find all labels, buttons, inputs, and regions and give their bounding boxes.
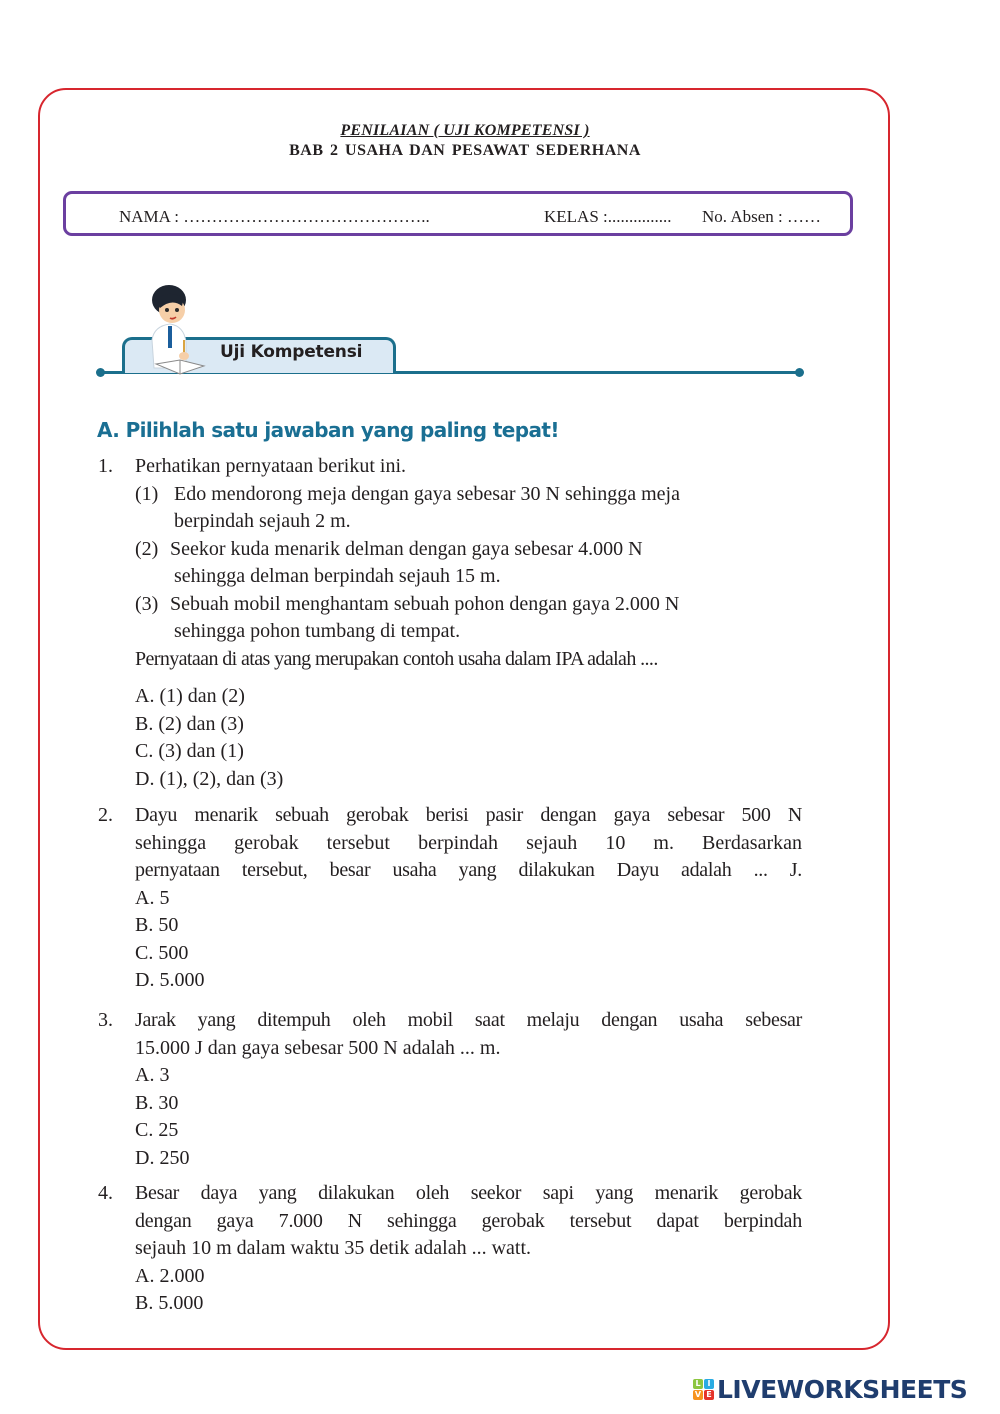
banner-rule-dot-left [96,368,105,377]
title-block [0,121,930,161]
tile-e: E [704,1390,714,1400]
question-text: 15.000 J dan gaya sebesar 500 N adalah ... m. [135,1036,501,1059]
page-title: PENILAIAN ( UJI KOMPETENSI ) [340,122,590,139]
option-b[interactable]: B. 5.000 [135,1292,204,1314]
statement-label: (2) [135,537,159,560]
uji-kompetensi-banner [96,280,806,380]
chapter-title: BAB 2 USAHA DAN PESAWAT SEDERHANA [289,142,641,159]
class-field[interactable]: KELAS :............... [544,207,672,226]
banner-rule-dot-right [795,368,804,377]
option-a[interactable]: A. 5 [135,886,170,909]
student-info-box [63,191,853,236]
statement-label: (1) [135,482,159,505]
logo-wordmark: LIVEWORKSHEETS [717,1375,968,1404]
statement-text: sehingga delman berpindah sejauh 15 m. [174,565,501,587]
question-text: Jarak yang ditempuh oleh mobil saat melaju dengan usaha sebesar [135,1009,802,1031]
question-prompt: Pernyataan di atas yang merupakan contoh usaha dalam IPA adalah .... [135,647,658,670]
option-b[interactable]: B. 30 [135,1091,179,1114]
question-number: 4. [98,1182,113,1204]
option-d[interactable]: D. (1), (2), dan (3) [135,767,284,790]
option-c[interactable]: C. 25 [135,1119,179,1141]
tile-l: L [693,1379,703,1389]
attendance-number-field[interactable]: No. Absen : …… [702,207,821,226]
option-c[interactable]: C. (3) dan (1) [135,740,244,762]
question-text: sehingga gerobak tersebut berpindah sejauh 10 m. Berdasarkan [135,831,802,854]
option-a[interactable]: A. (1) dan (2) [135,685,245,707]
student-reading-illustration-icon [136,280,211,380]
statement-text: Edo mendorong meja dengan gaya sebesar 30 N sehingga meja [174,482,680,505]
name-field[interactable]: NAMA : …………………………………….. [119,207,430,226]
question-text: Besar daya yang dilakukan oleh seekor sapi yang menarik gerobak [135,1182,802,1204]
option-b[interactable]: B. (2) dan (3) [135,712,244,735]
tile-i: I [704,1379,714,1389]
statement-text: Seekor kuda menarik delman dengan gaya sebesar 4.000 N [170,537,643,560]
tile-v: V [694,1390,702,1399]
option-a[interactable]: A. 2.000 [135,1264,205,1287]
question-number: 2. [98,804,113,826]
statement-text: sehingga pohon tumbang di tempat. [174,620,461,642]
question-text: dengan gaya 7.000 N sehingga gerobak tersebut dapat berpindah [135,1209,802,1232]
section-a-heading: A. Pilihlah satu jawaban yang paling tepat! [97,418,559,442]
option-c[interactable]: C. 500 [135,941,189,964]
statement-text: Sebuah mobil menghantam sebuah pohon dengan gaya 2.000 N [170,592,680,615]
question-number: 1. [98,455,113,477]
live-tiles-icon [693,1379,715,1401]
banner-label: Uji Kompetensi [220,342,363,362]
option-b[interactable]: B. 50 [135,914,179,936]
question-text: pernyataan tersebut, besar usaha yang dilakukan Dayu adalah ... J. [135,859,802,881]
option-a[interactable]: A. 3 [135,1064,170,1086]
question-number: 3. [98,1009,113,1031]
question-text: Dayu menarik sebuah gerobak berisi pasir dengan gaya sebesar 500 N [135,804,802,826]
statement-text: berpindah sejauh 2 m. [174,510,351,532]
question-text: sejauh 10 m dalam waktu 35 detik adalah ... watt. [135,1237,532,1259]
question-text: Perhatikan pernyataan berikut ini. [135,455,407,477]
statement-label: (3) [135,592,159,615]
option-d[interactable]: D. 250 [135,1146,190,1169]
option-d[interactable]: D. 5.000 [135,969,205,991]
